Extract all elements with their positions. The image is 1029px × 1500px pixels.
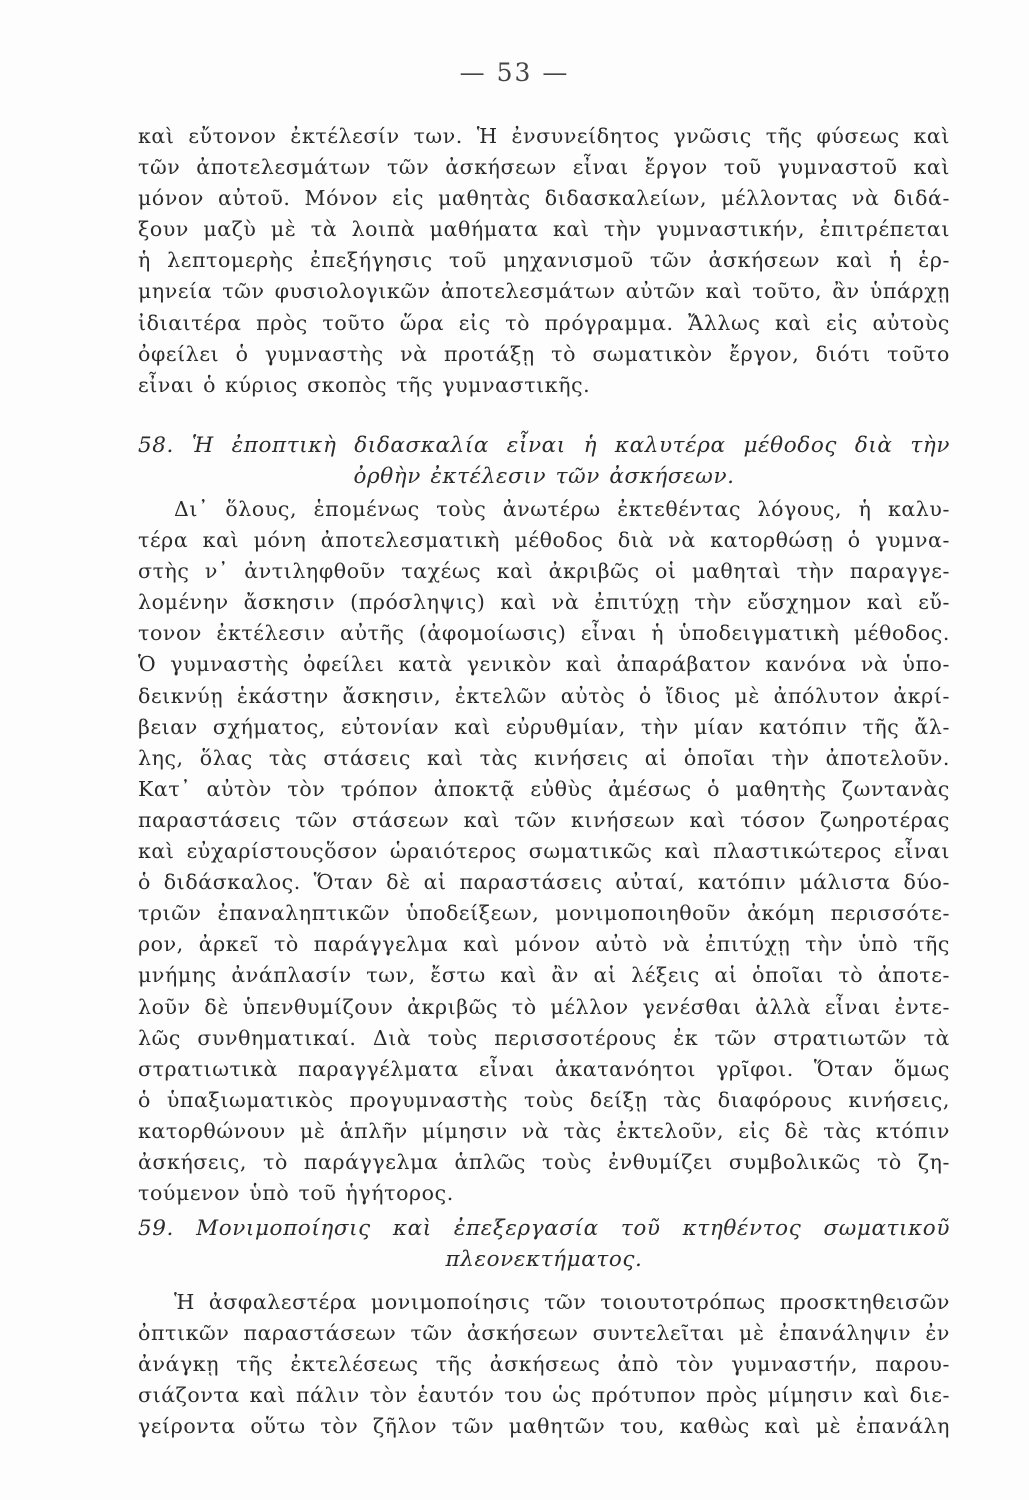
text-line: Ὁ γυμναστὴς ὀφείλει κατὰ γενικὸν καὶ ἀπαράβατον κανόνα νὰ ὑπο- [138,652,950,677]
text-line: μνήμης ἀνάπλασίν των, ἔστω καὶ ἂν αἱ λέξεις αἱ ὁποῖαι τὸ ἀποτε- [138,963,950,988]
heading-line: 59. Μονιμοποίησις καὶ ἐπεξεργασία τοῦ κτηθέντος σωματικοῦ [138,1216,950,1241]
text-line: Δι᾿ ὅλους, ἑπομένως τοὺς ἀνωτέρω ἐκτεθέντας λόγους, ἡ καλυ- [174,497,950,521]
text-line: ρον, ἀρκεῖ τὸ παράγγελμα καὶ μόνον αὐτὸ νὰ ἐπιτύχῃ τὴν ὑπὸ τῆς [138,932,950,957]
text-line: καὶ εὔτονον ἐκτέλεσίν των. Ἡ ἐνσυνείδητος γνῶσις τῆς φύσεως καὶ [138,124,950,148]
text-line: ὁ ὑπαξιωματικὸς προγυμναστὴς τοὺς δείξῃ τὰς διαφόρους κινήσεις, [138,1087,950,1112]
text-line: λομένην ἄσκησιν (πρόσληψις) καὶ νὰ ἐπιτύχῃ τὴν εὔσχημον καὶ εὔ- [138,590,950,615]
section-heading-59 [138,1213,950,1275]
text-line: ὁ διδάσκαλος. Ὅταν δὲ αἱ παραστάσεις αὐταί, κατόπιν μάλιστα δύο- [138,870,950,895]
paragraph-section-59 [138,1287,950,1442]
paragraph-section-58 [138,494,950,1209]
text-line: ξουν μαζὺ μὲ τὰ λοιπὰ μαθήματα καὶ τὴν γυμναστικήν, ἐπιτρέπεται [138,217,950,242]
text-line: ὀπτικῶν παραστάσεων τῶν ἀσκήσεων συντελεῖται μὲ ἐπανάληψιν ἐν [138,1321,950,1346]
heading-line: πλεονεκτήματος. [445,1247,643,1273]
text-line: μόνον αὐτοῦ. Μόνον εἰς μαθητὰς διδασκαλείων, μέλλοντας νὰ διδά- [138,186,950,211]
text-line: ἰδιαιτέρα πρὸς τοῦτο ὥρα εἰς τὸ πρόγραμμα. Ἄλλως καὶ εἰς αὐτοὺς [138,310,950,335]
text-line: κατορθώνουν μὲ ἁπλῆν μίμησιν νὰ τὰς ἐκτελοῦν, εἰς δὲ τὰς κτόπιν [138,1118,950,1143]
heading-line: 58. Ἡ ἐποπτικὴ διδασκαλία εἶναι ἡ καλυτέρα μέθοδος διὰ τὴν [138,433,950,458]
text-line: Κατ᾿ αὐτὸν τὸν τρόπον ἀποκτᾷ εὐθὺς ἀμέσως ὁ μαθητὴς ζωντανὰς [138,776,950,801]
heading-line: ὀρθὴν ἐκτέλεσιν τῶν ἀσκήσεων. [353,464,735,490]
text-line: σιάζοντα καὶ πάλιν τὸν ἑαυτόν του ὡς πρότυπον πρὸς μίμησιν καὶ διε- [138,1383,950,1408]
paragraph-continuation [138,121,950,401]
text-line: τούμενον ὑπὸ τοῦ ἡγήτορος. [138,1181,454,1206]
text-line: παραστάσεις τῶν στάσεων καὶ τῶν κινήσεων καὶ τόσον ζωηροτέρας [138,807,950,832]
text-line: λης, ὅλας τὰς στάσεις καὶ τὰς κινήσεις αἱ ὁποῖαι τὴν ἀποτελοῦν. [138,745,950,770]
text-line: τέρα καὶ μόνη ἀποτελεσματικὴ μέθοδος διὰ νὰ κατορθώσῃ ὁ γυμνα- [138,528,950,553]
text-line: στρατιωτικὰ παραγγέλματα εἶναι ἀκατανόητοι γρῖφοι. Ὅταν ὅμως [138,1056,950,1081]
text-line: ἀσκήσεις, τὸ παράγγελμα ἁπλῶς τοὺς ἐνθυμίζει συμβολικῶς τὸ ζη- [138,1149,950,1174]
text-line: λοῦν δὲ ὑπενθυμίζουν ἀκριβῶς τὸ μέλλον γενέσθαι ἀλλὰ εἶναι ἐντε- [138,994,950,1019]
text-line: τῶν ἀποτελεσμάτων τῶν ἀσκήσεων εἶναι ἔργον τοῦ γυμναστοῦ καὶ [138,155,950,180]
text-line: καὶ εὐχαρίστουςὅσον ὡραιότερος σωματικῶς καὶ πλαστικώτερος εἶναι [138,839,950,864]
text-line: Ἡ ἀσφαλεστέρα μονιμοποίησις τῶν τοιουτοτρόπως προσκτηθεισῶν [174,1290,950,1314]
text-line: λῶς συνθηματικαί. Διὰ τοὺς περισσοτέρους ἐκ τῶν στρατιωτῶν τὰ [138,1025,950,1050]
section-heading-58 [138,430,950,492]
text-line: ὀφείλει ὁ γυμναστὴς νὰ προτάξῃ τὸ σωματικὸν ἔργον, διότι τοῦτο [138,341,950,366]
text-line: τριῶν ἐπαναληπτικῶν ὑποδείξεων, μονιμοποιηθοῦν ἀκόμη περισσότε- [138,901,950,926]
text-line: ἡ λεπτομερὴς ἐπεξήγησις τοῦ μηχανισμοῦ τῶν ἀσκήσεων καὶ ἡ ἑρ- [138,248,950,273]
page-number: — 53 — [459,58,570,87]
text-line: μηνεία τῶν φυσιολογικῶν ἀποτελεσμάτων αὐτῶν καὶ τοῦτο, ἂν ὑπάρχῃ [138,279,950,304]
text-line: βειαν σχήματος, εὐτονίαν καὶ εὐρυθμίαν, τὴν μίαν κατόπιν τῆς ἄλ- [138,714,950,739]
text-line: τονον ἐκτέλεσιν αὐτῆς (ἀφομοίωσις) εἶναι ἡ ὑποδειγματικὴ μέθοδος. [138,621,950,646]
text-line: δεικνύῃ ἑκάστην ἄσκησιν, ἐκτελῶν αὐτὸς ὁ ἴδιος μὲ ἀπόλυτον ἀκρί- [138,683,950,708]
text-line: γείροντα οὕτω τὸν ζῆλον τῶν μαθητῶν του, καθὼς καὶ μὲ ἐπανάλη [138,1414,950,1439]
text-line: στὴς ν᾿ ἀντιληφθοῦν ταχέως καὶ ἀκριβῶς οἱ μαθηταὶ τὴν παραγγε- [138,559,950,584]
text-line: εἶναι ὁ κύριος σκοπὸς τῆς γυμναστικῆς. [138,372,591,397]
text-line: ἀνάγκῃ τῆς ἐκτελέσεως τῆς ἀσκήσεως ἀπὸ τὸν γυμναστήν, παρου- [138,1352,950,1377]
